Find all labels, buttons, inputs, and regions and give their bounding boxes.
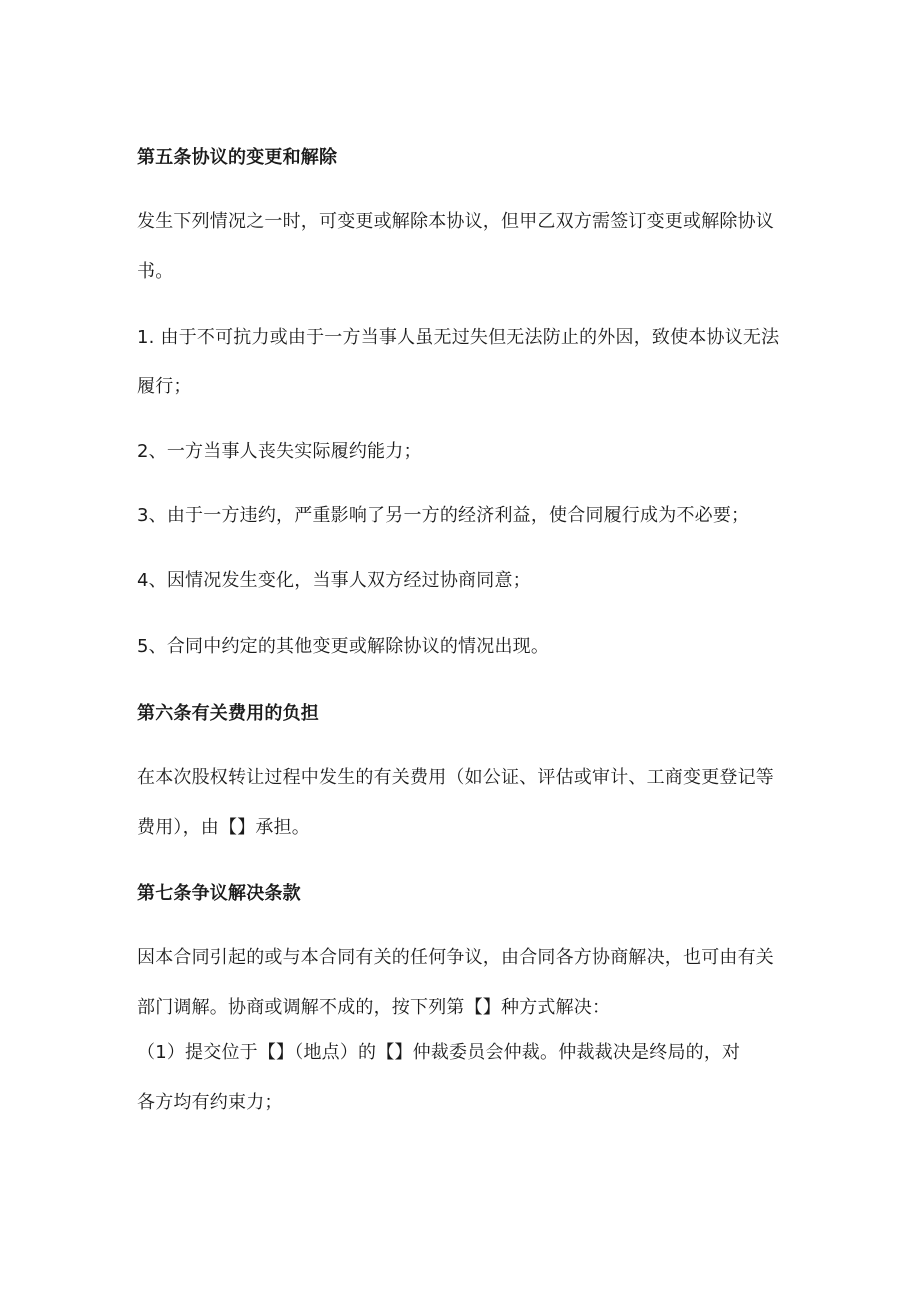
article-5-item-1-line-2: 履行； [137,376,192,397]
article-7-heading: 第七条争议解决条款 [137,883,301,904]
article-7-option-1-line-2: 各方均有约束力； [137,1092,283,1113]
article-5-item-4: 4、因情况发生变化，当事人双方经过协商同意； [137,570,531,591]
article-6-body-line-1: 在本次股权转让过程中发生的有关费用（如公证、评估或审计、工商变更登记等 [137,767,774,788]
article-5-intro-line-1: 发生下列情况之一时，可变更或解除本协议，但甲乙双方需签订变更或解除协议 [137,211,774,232]
article-7-body-line-1: 因本合同引起的或与本合同有关的任何争议，由合同各方协商解决，也可由有关 [137,947,774,968]
article-5-item-2: 2、一方当事人丧失实际履约能力； [137,441,422,462]
article-6-body-line-2: 费用），由【】承担。 [137,817,310,838]
article-5-intro-line-2: 书。 [137,261,174,282]
article-5-item-5: 5、合同中约定的其他变更或解除协议的情况出现。 [137,636,550,657]
article-6-heading: 第六条有关费用的负担 [137,703,319,724]
article-5-item-3: 3、由于一方违约，严重影响了另一方的经济利益，使合同履行成为不必要； [137,505,750,526]
article-7-body-line-2: 部门调解。协商或调解不成的，按下列第【】种方式解决： [137,997,611,1018]
article-5-heading: 第五条协议的变更和解除 [137,147,338,168]
article-7-option-1-line-1: （1）提交位于【】（地点）的【】仲裁委员会仲裁。仲裁裁决是终局的，对 [137,1042,741,1063]
article-5-item-1-line-1: 1. 由于不可抗力或由于一方当事人虽无过失但无法防止的外因，致使本协议无法 [137,327,780,348]
